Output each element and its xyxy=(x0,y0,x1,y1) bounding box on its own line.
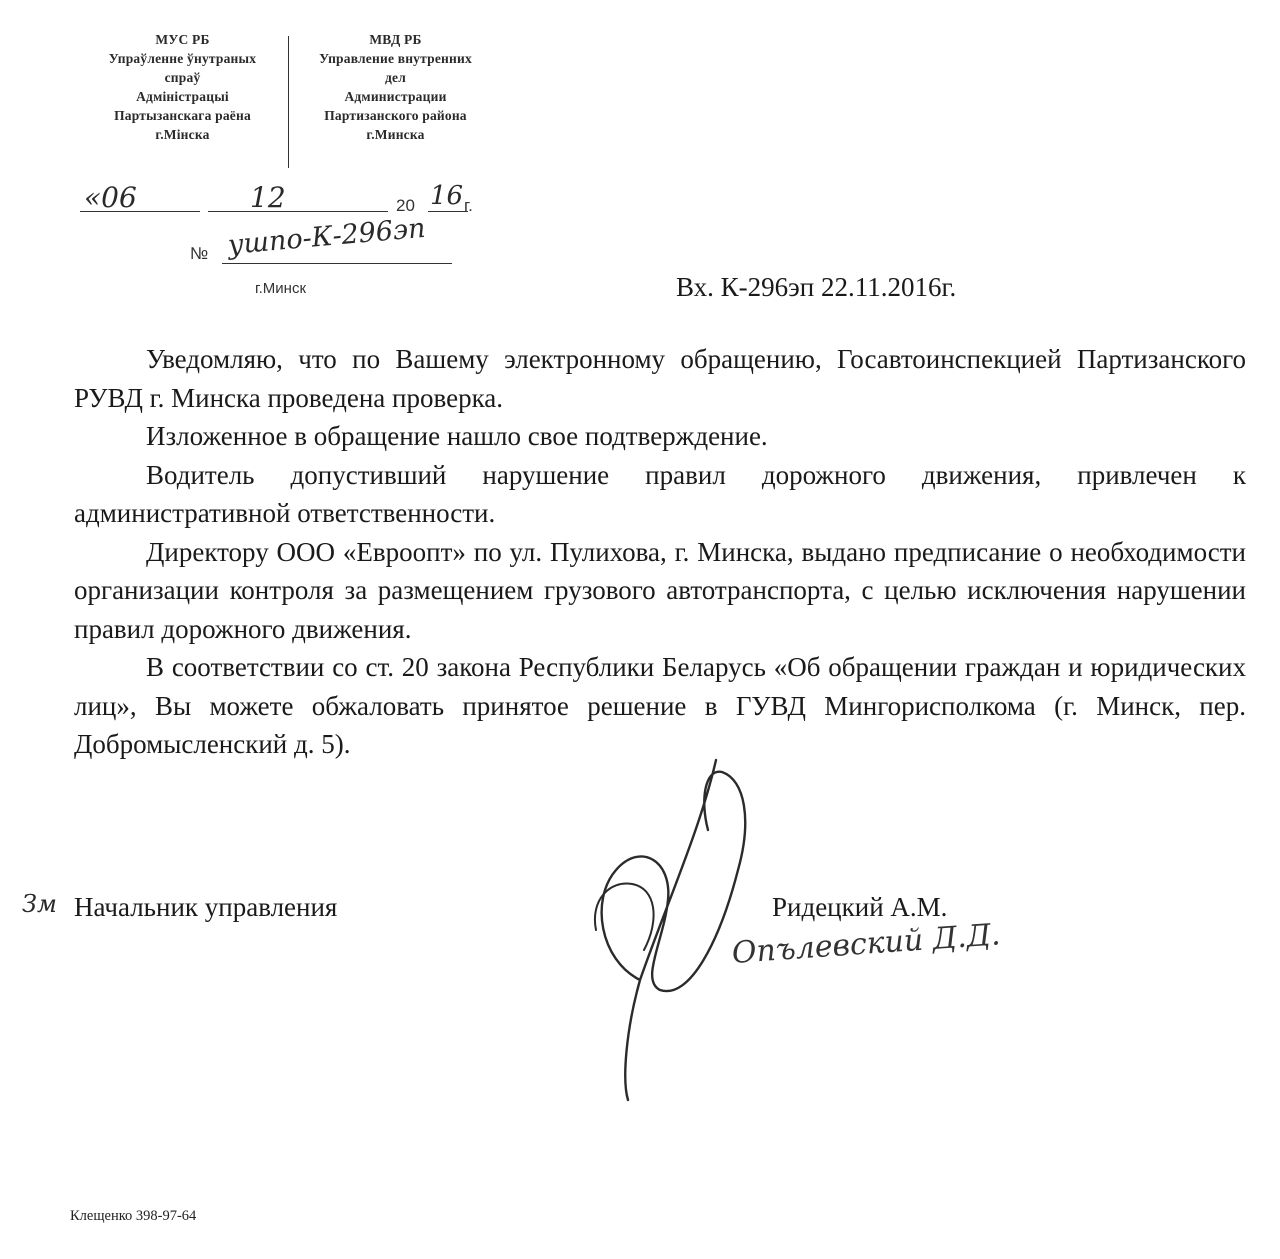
executor-note: Клещенко 398-97-64 xyxy=(70,1208,197,1224)
signature-title: Начальник управления xyxy=(74,892,338,922)
number-label: № xyxy=(190,244,209,263)
letterhead-line: Партизанского района xyxy=(324,108,467,123)
paragraph: Директору ООО «Евроопт» по ул. Пулихова, г. Минска, выдано предписание о необходимости организации контроля за размещением грузового автотранспорта, с целью исключения нарушении правил дорожного движения. xyxy=(74,536,1246,644)
letterhead-russian xyxy=(288,30,503,144)
letterhead-line: МВД РБ xyxy=(369,32,422,47)
issue-city: г.Минск xyxy=(255,280,307,297)
letterhead-line: спраў xyxy=(164,70,201,85)
outgoing-number xyxy=(190,212,520,272)
letterhead-line: Партызанскага раёна xyxy=(114,108,251,123)
signature-stroke xyxy=(602,760,746,1100)
number-value: ушпо-К-296эп xyxy=(226,212,427,261)
letterhead-line: г.Мінска xyxy=(155,127,210,142)
letterhead-line: дел xyxy=(385,70,406,85)
date-month-line xyxy=(208,211,388,212)
date-year-line xyxy=(428,211,468,212)
date-year-prefix: 20 xyxy=(396,196,415,215)
signature-loop xyxy=(595,883,654,950)
paragraph: Водитель допустивший нарушение правил дорожного движения, привлечен к административной ответственности. xyxy=(74,459,1246,528)
date-year-unit: г. xyxy=(464,196,473,215)
paragraph: Уведомляю, что по Вашему электронному обращению, Госавтоинспекцией Партизанского РУВД г. Минска проведена проверка. xyxy=(74,344,1246,413)
signature-prefix-handwritten: Зм xyxy=(22,890,57,918)
date-month: 12 xyxy=(250,181,286,214)
handwritten-name: Опълевский Д.Д. xyxy=(730,917,1002,971)
letterhead-line: Администрации xyxy=(344,89,447,104)
incoming-reference: Вх. К-296эп 22.11.2016г. xyxy=(676,272,957,302)
letterhead-line: МУС РБ xyxy=(155,32,210,47)
letter-body xyxy=(74,340,1246,764)
letterhead-line: Адміністрацыі xyxy=(136,89,229,104)
letterhead-line: Управление внутренних xyxy=(319,51,472,66)
letterhead-belarusian xyxy=(75,30,290,144)
signature-name: Ридецкий А.М. xyxy=(772,892,948,922)
letterhead-line: Упраўленне ўнутраных xyxy=(108,51,257,66)
paragraph: Изложенное в обращение нашло свое подтверждение. xyxy=(146,421,768,451)
date-year-suffix: 16 xyxy=(430,181,464,211)
letterhead-line: г.Минска xyxy=(366,127,425,142)
outgoing-date xyxy=(80,182,500,218)
date-day: «06 xyxy=(84,181,137,214)
paragraph: В соответствии со ст. 20 закона Республики Беларусь «Об обращении граждан и юридических лиц», Вы можете обжаловать принятое решение в ГУВД Мингорисполкома (г. Минск, пер. Добромысленский д. 5). xyxy=(74,652,1246,759)
number-line xyxy=(222,263,452,264)
